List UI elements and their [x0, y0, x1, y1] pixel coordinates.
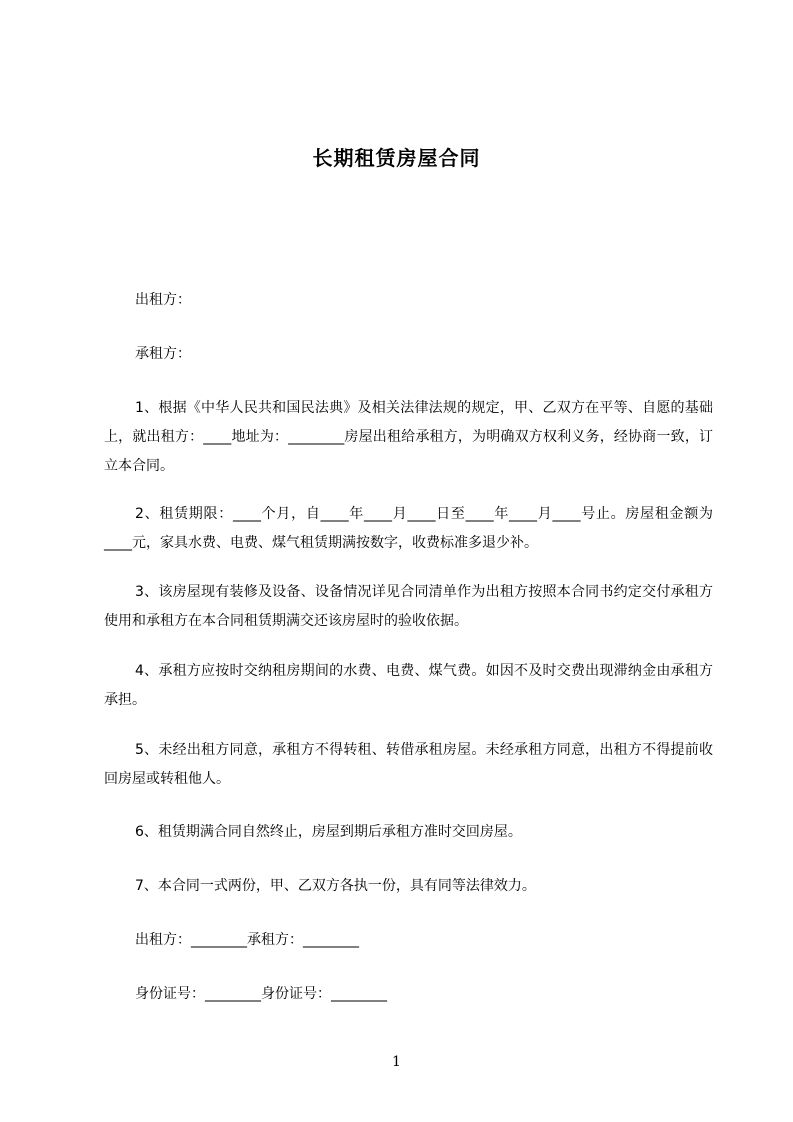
clause-7: 7、本合同一式两份，甲、乙双方各执一份，具有同等法律效力。	[135, 878, 536, 894]
clause-4: 4、承租方应按时交纳租房期间的水费、电费、煤气费。如因不及时交费出现滞纳金由承租方承担。	[104, 663, 713, 708]
page-number: 1	[392, 1054, 401, 1070]
lessor-label: 出租方：	[135, 292, 191, 308]
document-title: 长期租赁房屋合同	[312, 146, 481, 170]
id-number-line: 身份证号：________身份证号：________	[135, 986, 387, 1002]
clause-6: 6、租赁期满合同自然终止，房屋到期后承租方准时交回房屋。	[135, 824, 522, 840]
signature-line: 出租方：________承租方：________	[135, 932, 359, 948]
clause-2: 2、租赁期限：____个月，自____年____月____日至____年____月____号止。房屋租金额为____元，家具水费、电费、煤气租赁期满按数字，收费标准多退少补。	[104, 506, 713, 551]
clause-1: 1、根据《中华人民共和国民法典》及相关法律法规的规定，甲、乙双方在平等、自愿的基础上，就出租方：____地址为：________房屋出租给承租方，为明确双方权利义务，经协商一致，订立本合同。	[104, 400, 713, 474]
lessee-label: 承租方：	[135, 346, 191, 362]
clause-3: 3、该房屋现有装修及设备、设备情况详见合同清单作为出租方按照本合同书约定交付承租方使用和承租方在本合同租赁期满交还该房屋时的验收依据。	[104, 584, 713, 629]
clause-5: 5、未经出租方同意，承租方不得转租、转借承租房屋。未经承租方同意，出租方不得提前收回房屋或转租他人。	[104, 742, 713, 787]
